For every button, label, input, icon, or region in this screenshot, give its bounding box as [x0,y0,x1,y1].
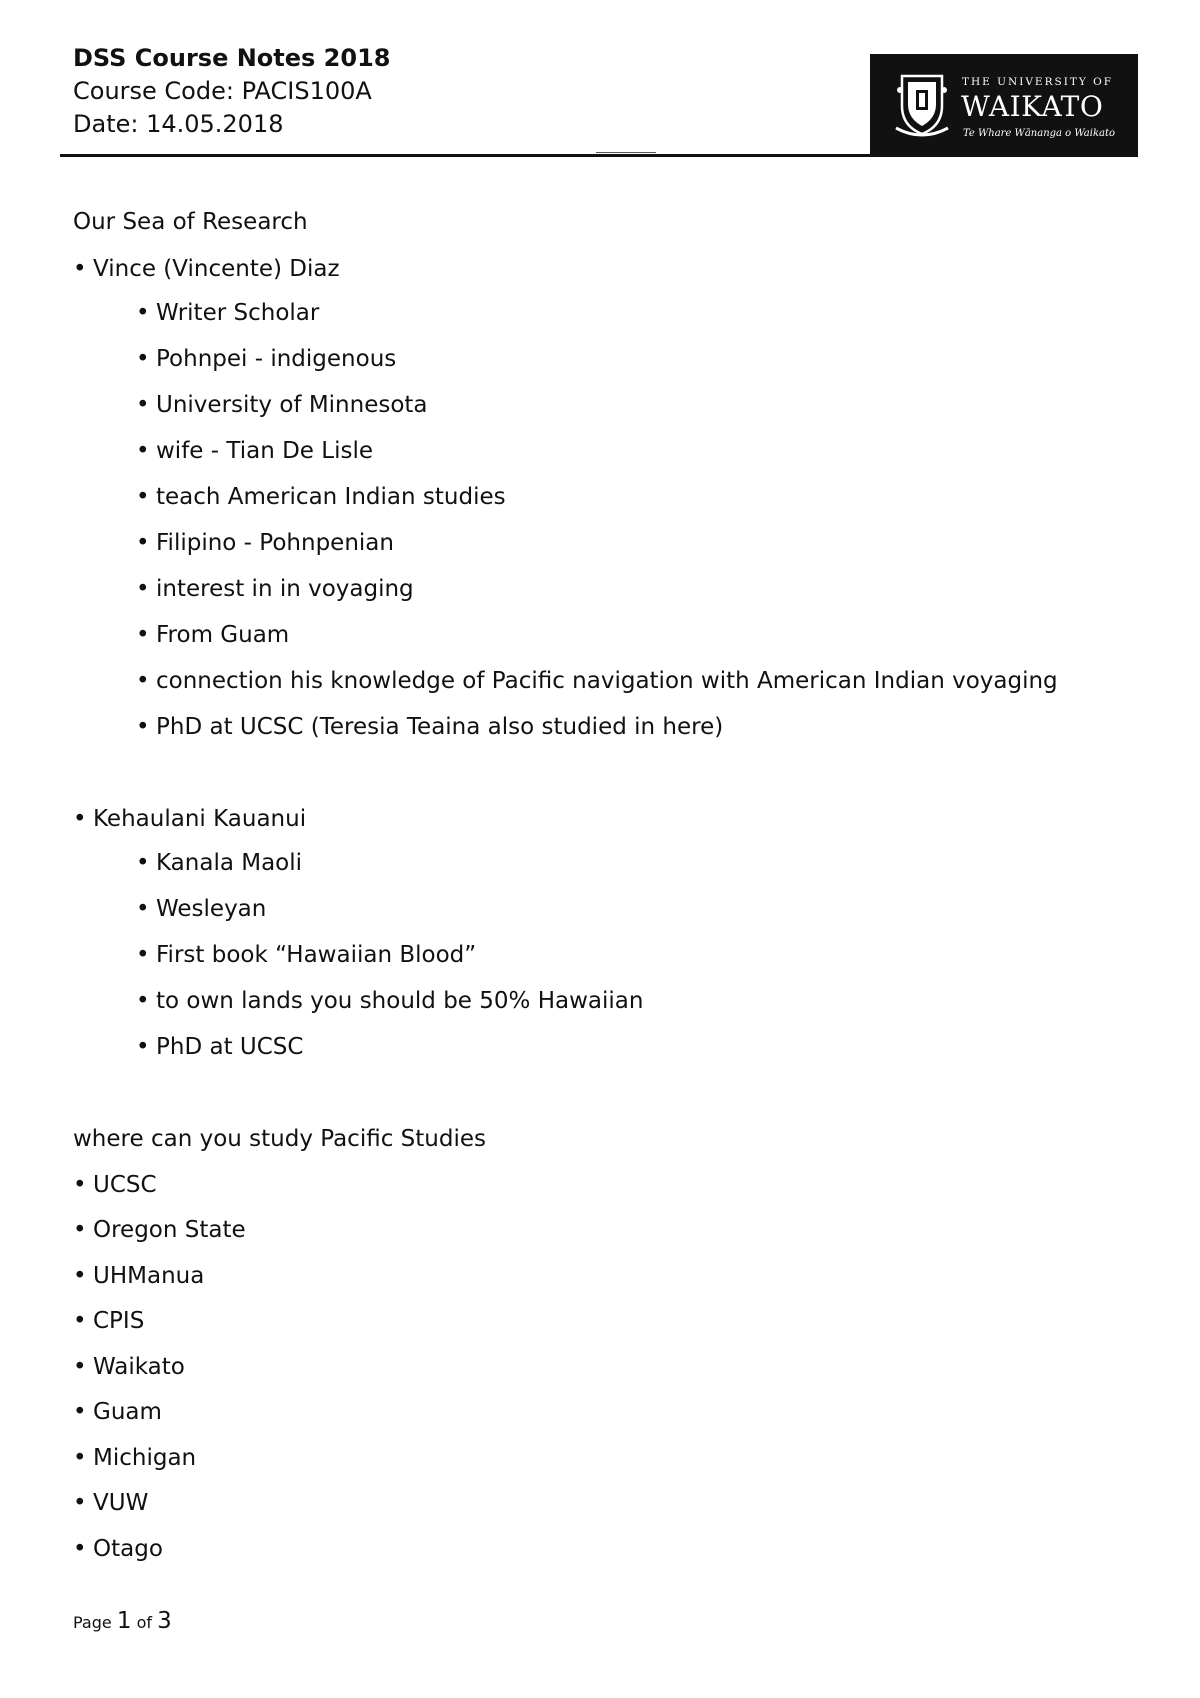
bullet: • [136,300,150,326]
bullet: • [73,1308,87,1334]
page-total: 3 [157,1608,172,1634]
list-item: • Oregon State [73,1217,246,1243]
of-label: of [136,1613,152,1632]
list-item: • wife - Tian De Lisle [136,438,373,464]
list-item: • First book “Hawaiian Blood” [136,942,477,968]
page-label: Page [73,1613,112,1632]
bullet: • [136,622,150,648]
bullet: • [73,1172,87,1198]
bullet: • [73,1263,87,1289]
bullet: • [136,392,150,418]
bullet: • [136,942,150,968]
bullet: • [73,1217,87,1243]
list-item: • VUW [73,1490,149,1516]
document-title: DSS Course Notes 2018 [73,44,391,72]
bullet: • [136,484,150,510]
bullet: • [136,1034,150,1060]
list-item: • PhD at UCSC (Teresia Teaina also studied in here) [136,714,724,740]
bullet: • [136,438,150,464]
bullet: • [73,806,87,832]
list-item: • UHManua [73,1263,205,1289]
course-code: Course Code: PACIS100A [73,77,372,105]
list-item: • teach American Indian studies [136,484,506,510]
bullet: • [136,346,150,372]
list-item: • Michigan [73,1445,197,1471]
university-logo [870,54,1138,157]
list-item: • interest in in voyaging [136,576,414,602]
bullet: • [73,1445,87,1471]
bullet: • [136,988,150,1014]
list-item: • Kanala Maoli [136,850,303,876]
list-item: • to own lands you should be 50% Hawaiian [136,988,644,1014]
bullet: • [73,1490,87,1516]
bullet: • [73,1536,87,1562]
bullet: • [73,1399,87,1425]
bullet: • [136,668,150,694]
crest-icon [894,70,950,138]
document-header [73,42,390,141]
page-number: 1 [116,1608,132,1634]
header-rule [60,154,1137,157]
list-item: • From Guam [136,622,290,648]
list-item-diaz: • Vince (Vincente) Diaz [73,256,340,282]
page-footer [73,1608,172,1634]
header-rule-accent [596,152,656,153]
list-item: • Pohnpei - indigenous [136,346,397,372]
bullet: • [136,714,150,740]
list-item: • Writer Scholar [136,300,320,326]
logo-motto: Te Whare Wānanga o Waikato [963,128,1116,139]
bullet: • [136,576,150,602]
bullet: • [73,256,87,282]
bullet: • [136,530,150,556]
list-item: • PhD at UCSC [136,1034,304,1060]
list-item: • connection his knowledge of Pacific navigation with American Indian voyaging [136,668,1058,694]
section-heading-research: Our Sea of Research [73,209,308,235]
bullet: • [136,850,150,876]
list-item: • UCSC [73,1172,157,1198]
list-item: • Wesleyan [136,896,267,922]
list-item: • Filipino - Pohnpenian [136,530,394,556]
bullet: • [73,1354,87,1380]
list-item: • Guam [73,1399,162,1425]
bullet: • [136,896,150,922]
logo-name: WAIKATO [961,90,1104,123]
list-item: • CPIS [73,1308,145,1334]
document-date: Date: 14.05.2018 [73,110,284,138]
list-item: • Otago [73,1536,163,1562]
logo-university-line: THE UNIVERSITY OF [962,76,1114,88]
list-item-kauanui: • Kehaulani Kauanui [73,806,307,832]
section-heading-study: where can you study Pacific Studies [73,1126,486,1152]
list-item: • University of Minnesota [136,392,428,418]
list-item: • Waikato [73,1354,185,1380]
